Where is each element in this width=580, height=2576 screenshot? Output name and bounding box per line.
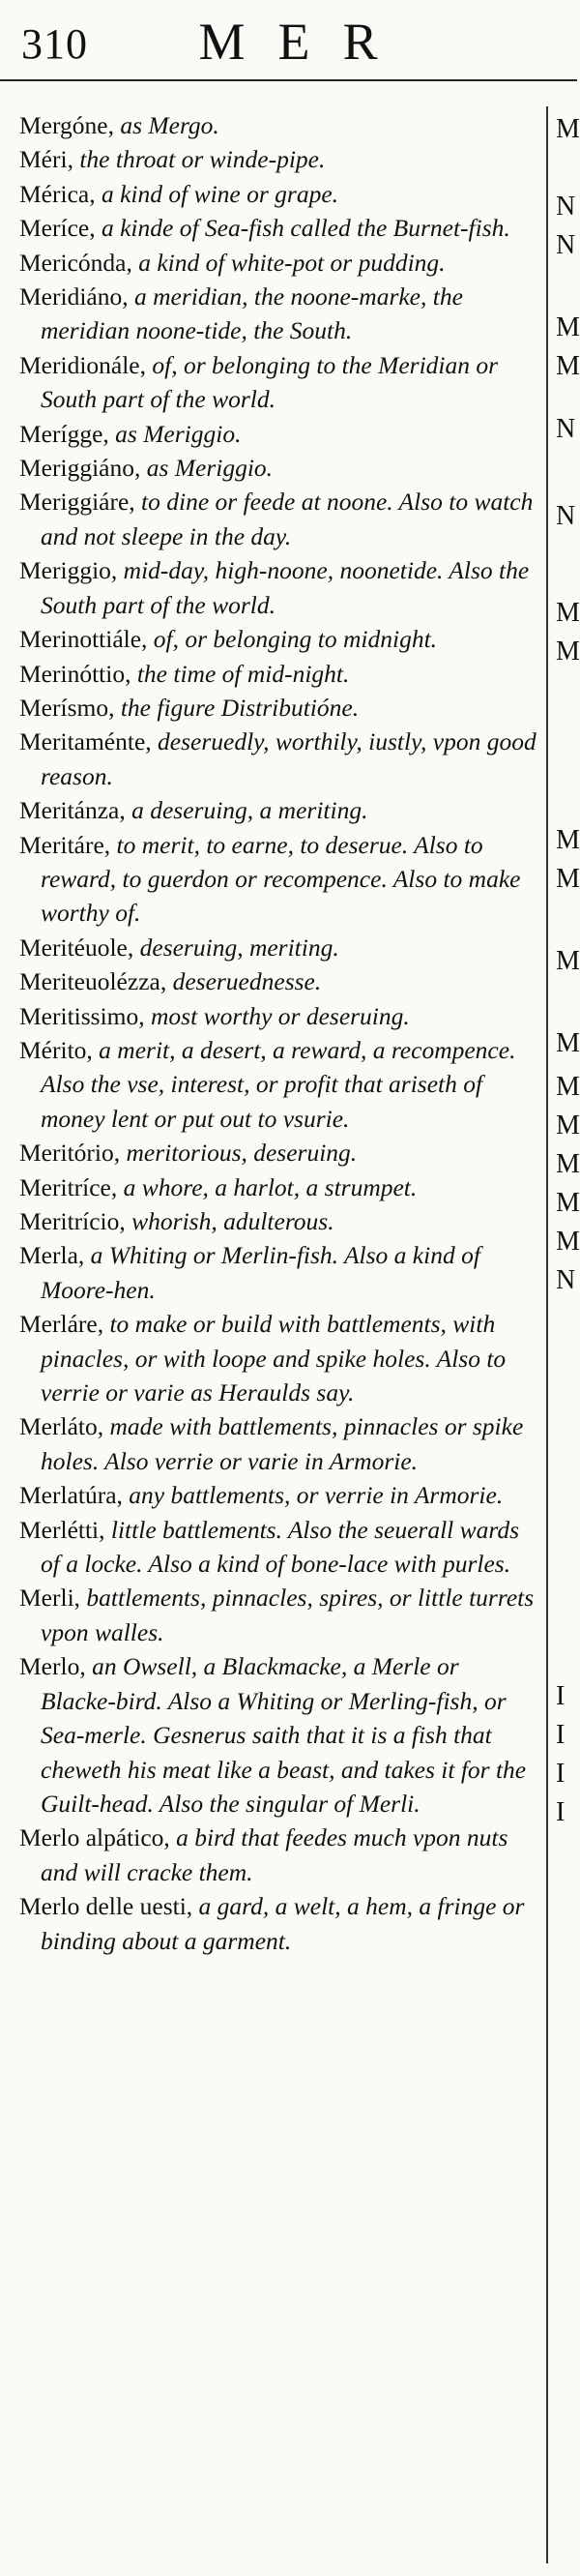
entry-headword: Merláto,: [19, 1412, 104, 1441]
column-divider: [546, 106, 548, 2563]
dictionary-entry: [19, 142, 539, 176]
dictionary-entry: [19, 725, 539, 793]
margin-letter: I: [556, 1720, 566, 1750]
entry-headword: Merlo delle uesti,: [19, 1892, 193, 1921]
page-number: 310: [21, 20, 88, 68]
entry-definition: a whore, a harlot, a strumpet.: [117, 1172, 418, 1201]
dictionary-entry: [19, 553, 539, 622]
entry-headword: Meritissimo,: [19, 1001, 145, 1030]
dictionary-entry: [19, 1204, 539, 1238]
entry-definition: little battlements. Also the seuerall wards of a locke. Also a kind of bone-lace with purles.: [41, 1515, 520, 1579]
entry-definition: an Owsell, a Blackmacke, a Merle or Blacke-bird. Also a Whiting or Merling-fish, or Sea-merle. Gesnerus saith that it is a fish that cheweth his meat like a beast, and takes it for the Guilt-head. Also the singular of Merli.: [41, 1652, 527, 1818]
entry-headword: Mérito,: [19, 1035, 93, 1064]
margin-letter: I: [556, 1681, 566, 1711]
dictionary-entry: [19, 417, 539, 451]
page-header: [0, 0, 577, 81]
entry-headword: Meritánza,: [19, 796, 126, 825]
entry-definition: as Mergo.: [113, 111, 219, 139]
margin-letter: M: [556, 1072, 580, 1102]
entry-definition: to dine or feede at noone. Also to watch and not sleepe in the day.: [41, 488, 534, 550]
margin-letter: M: [556, 1028, 580, 1058]
entry-headword: Meriggiáno,: [19, 454, 141, 483]
entry-headword: Merinóttio,: [19, 659, 131, 688]
dictionary-entry: [19, 657, 539, 691]
entry-definition: most worthy or deseruing.: [144, 1001, 410, 1030]
dictionary-entry: [19, 691, 539, 725]
entry-headword: Merlatúra,: [19, 1481, 123, 1510]
running-head: MER: [198, 13, 411, 71]
entry-definition: of, or belonging to midnight.: [147, 625, 438, 654]
margin-letter: M: [556, 1149, 580, 1179]
entry-definition: deseruing, meriting.: [133, 933, 339, 962]
margin-letter: N: [556, 414, 576, 444]
entry-headword: Meriggiáre,: [19, 488, 135, 517]
margin-letter: I: [556, 1797, 566, 1827]
dictionary-entry: [19, 1581, 539, 1649]
entry-headword: Mérica,: [19, 179, 96, 208]
entry-definition: the figure Distributióne.: [114, 693, 360, 722]
entry-definition: a meridian, the noone-marke, the meridian noone-tide, the South.: [41, 282, 463, 345]
entry-headword: Meridionále,: [19, 350, 146, 379]
entry-definition: made with battlements, pinnacles or spike holes. Also verrie or varie in Armorie.: [41, 1412, 524, 1475]
dictionary-entry: [19, 1238, 539, 1307]
entry-headword: Meritáre,: [19, 830, 111, 859]
entry-headword: Meridiáno,: [19, 282, 129, 311]
dictionary-entry: [19, 451, 539, 485]
dictionary-entry: [19, 1889, 539, 1958]
entry-headword: Meriggio,: [19, 556, 118, 585]
entry-headword: Merlo,: [19, 1652, 86, 1681]
dictionary-entry: [19, 999, 539, 1033]
entry-headword: Merígge,: [19, 419, 109, 448]
dictionary-entry: [19, 1478, 539, 1512]
entry-definition: deseruedly, worthily, iustly, vpon good reason.: [41, 727, 536, 790]
entry-definition: of, or belonging to the Meridian or South part of the world.: [41, 350, 499, 414]
entry-definition: to merit, to earne, to deserue. Also to reward, to guerdon or recompence. Also to make worthy of.: [41, 830, 521, 928]
adjacent-column-edge: [552, 106, 580, 2563]
dictionary-entry: [19, 828, 539, 931]
entry-headword: Merlo alpático,: [19, 1823, 170, 1852]
entry-definition: the throat or winde-pipe.: [72, 145, 326, 174]
entry-headword: Merísmo,: [19, 693, 115, 722]
entry-definition: meritorious, deseruing.: [120, 1139, 358, 1168]
entry-definition: any battlements, or verrie in Armorie.: [122, 1481, 504, 1510]
entry-definition: as Meriggio.: [108, 419, 242, 448]
dictionary-entry: [19, 622, 539, 656]
entry-definition: as Meriggio.: [140, 454, 274, 483]
margin-letter: M: [556, 351, 580, 381]
dictionary-entry: [19, 1409, 539, 1478]
margin-letter: M: [556, 598, 580, 628]
dictionary-entry: [19, 108, 539, 142]
margin-letter: M: [556, 1188, 580, 1218]
entry-definition: a Whiting or Merlin-fish. Also a kind of Moore-hen.: [41, 1241, 480, 1304]
margin-letter: M: [556, 864, 580, 894]
dictionary-entry: [19, 280, 539, 348]
entry-definition: mid-day, high-noone, noonetide. Also the South part of the world.: [41, 556, 530, 619]
entry-headword: Meritéuole,: [19, 933, 134, 962]
margin-letter: N: [556, 230, 576, 260]
entry-definition: deseruednesse.: [166, 967, 322, 996]
entry-headword: Merláre,: [19, 1310, 104, 1339]
entry-definition: the time of mid-night.: [130, 659, 350, 688]
entry-definition: battlements, pinnacles, spires, or little turrets vpon walles.: [41, 1584, 535, 1646]
margin-letter: I: [556, 1759, 566, 1789]
entry-headword: Mergóne,: [19, 111, 114, 139]
dictionary-entry: [19, 348, 539, 417]
dictionary-entry: [19, 1649, 539, 1821]
entry-headword: Merlétti,: [19, 1515, 105, 1544]
dictionary-entry: [19, 246, 539, 280]
margin-letter: M: [556, 312, 580, 342]
entry-definition: a bird that feedes much vpon nuts and will cracke them.: [41, 1823, 508, 1886]
entry-headword: Mericónda,: [19, 248, 132, 277]
entry-definition: a kind of wine or grape.: [95, 179, 339, 208]
entry-definition: a deseruing, a meriting.: [125, 796, 368, 825]
entry-definition: a gard, a welt, a hem, a fringe or binding about a garment.: [41, 1892, 525, 1955]
dictionary-entry: [19, 1033, 539, 1136]
dictionary-entry: [19, 793, 539, 827]
entry-headword: Meriteuolézza,: [19, 967, 167, 996]
dictionary-entry: [19, 211, 539, 245]
entry-definition: a kind of white-pot or pudding.: [131, 248, 446, 277]
margin-letter: M: [556, 1110, 580, 1140]
entry-headword: Méri,: [19, 145, 73, 174]
entry-headword: Meritríce,: [19, 1172, 118, 1201]
margin-letter: M: [556, 1227, 580, 1257]
dictionary-entry: [19, 931, 539, 964]
entry-definition: a kinde of Sea-fish called the Burnet-fish.: [95, 214, 510, 243]
dictionary-entry: [19, 177, 539, 211]
dictionary-entry: [19, 485, 539, 553]
entry-definition: to make or build with battlements, with pinacles, or with loope and spike holes. Also to verrie or varie as Heraulds say.: [41, 1310, 507, 1407]
dictionary-entry: [19, 1513, 539, 1582]
entry-definition: whorish, adulterous.: [125, 1207, 334, 1235]
margin-letter: M: [556, 637, 580, 666]
dictionary-entry: [19, 1170, 539, 1204]
margin-letter: M: [556, 114, 580, 144]
dictionary-entry: [19, 1821, 539, 1889]
margin-letter: N: [556, 192, 576, 222]
dictionary-entry: [19, 1136, 539, 1170]
dictionary-entry: [19, 1307, 539, 1409]
dictionary-column: [19, 108, 539, 1958]
entry-definition: a merit, a desert, a reward, a recompence. Also the vse, interest, or profit that ariseth of money lent or put out to vsurie.: [41, 1035, 516, 1133]
entry-headword: Merli,: [19, 1584, 81, 1613]
dictionary-entry: [19, 964, 539, 998]
entry-headword: Meríce,: [19, 214, 96, 243]
entry-headword: Meritrício,: [19, 1207, 126, 1235]
margin-letter: N: [556, 501, 576, 531]
entry-headword: Meritório,: [19, 1139, 121, 1168]
entry-headword: Meritaménte,: [19, 727, 152, 756]
margin-letter: N: [556, 1265, 576, 1295]
margin-letter: M: [556, 825, 580, 855]
margin-letter: M: [556, 946, 580, 976]
entry-headword: Merinottiále,: [19, 625, 148, 654]
entry-headword: Merla,: [19, 1241, 85, 1270]
